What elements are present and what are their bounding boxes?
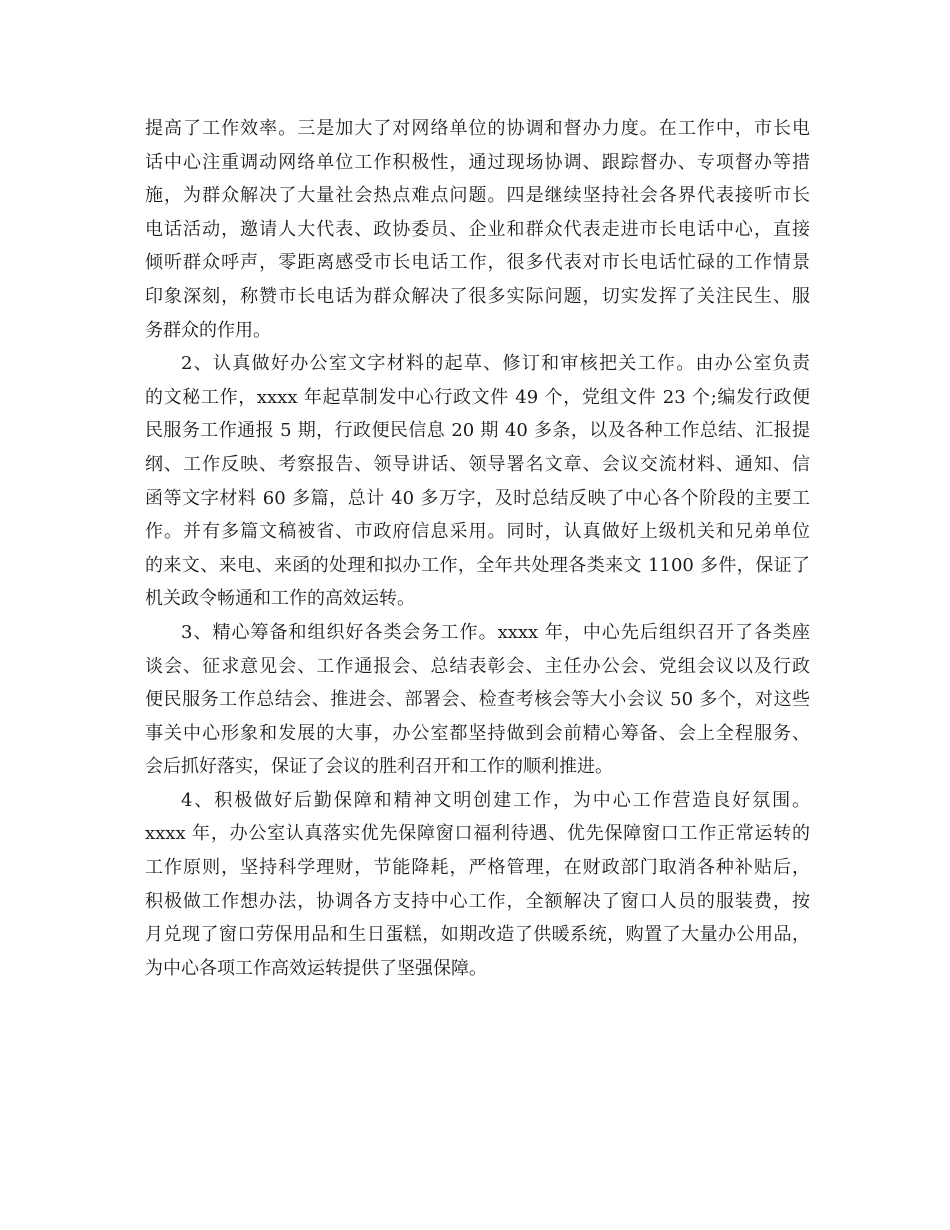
text-line: 函等文字材料 60 多篇，总计 40 多万字，及时总结反映了中心各个阶段的主要工: [145, 487, 810, 509]
text-line: 倾听群众呼声，零距离感受市长电话工作，很多代表对市长电话忙碌的工作情景: [145, 252, 810, 274]
text-line: 便民服务工作总结会、推进会、部署会、检查考核会等大小会议 50 多个，对这些: [145, 689, 810, 711]
text-line: 2、认真做好办公室文字材料的起草、修订和审核把关工作。由办公室负责: [181, 353, 810, 375]
text-line: 的文秘工作，xxxx 年起草制发中心行政文件 49 个，党组文件 23 个;编发行政便: [145, 386, 810, 408]
text-line: 提高了工作效率。三是加大了对网络单位的协调和督办力度。在工作中，市长电: [145, 118, 810, 139]
text-line: 工作原则，坚持科学理财，节能降耗，严格管理，在财政部门取消各种补贴后，: [145, 857, 810, 879]
text-line: xxxx 年，办公室认真落实优先保障窗口福利待遇、优先保障窗口工作正常运转的: [145, 823, 810, 845]
text-line: 作。并有多篇文稿被省、市政府信息采用。同时，认真做好上级机关和兄弟单位: [145, 521, 810, 543]
text-line: 机关政令畅通和工作的高效运转。: [145, 588, 415, 610]
text-line: 月兑现了窗口劳保用品和生日蛋糕，如期改造了供暖系统，购置了大量办公用品，: [145, 924, 810, 946]
text-line: 纲、工作反映、考察报告、领导讲话、领导署名文章、会议交流材料、通知、信: [145, 453, 810, 475]
paragraph: [145, 616, 810, 784]
text-line: 施，为群众解决了大量社会热点难点问题。四是继续坚持社会各界代表接听市长: [145, 185, 810, 207]
document-body: [145, 112, 810, 985]
paragraph: [145, 347, 810, 616]
text-line: 务群众的作用。: [145, 319, 271, 341]
text-line: 为中心各项工作高效运转提供了坚强保障。: [145, 957, 487, 979]
paragraph: [145, 784, 810, 986]
text-line: 的来文、来电、来函的处理和拟办工作，全年共处理各类来文 1100 多件，保证了: [145, 554, 810, 576]
text-line: 谈会、征求意见会、工作通报会、总结表彰会、主任办公会、党组会议以及行政: [145, 655, 810, 677]
text-line: 事关中心形象和发展的大事，办公室都坚持做到会前精心筹备、会上全程服务、: [145, 722, 810, 744]
text-line: 3、精心筹备和组织好各类会务工作。xxxx 年，中心先后组织召开了各类座: [181, 621, 810, 643]
paragraph: [145, 112, 810, 347]
text-line: 积极做工作想办法，协调各方支持中心工作，全额解决了窗口人员的服装费，按: [145, 890, 810, 912]
text-line: 会后抓好落实，保证了会议的胜利召开和工作的顺利推进。: [145, 756, 613, 778]
text-line: 印象深刻，称赞市长电话为群众解决了很多实际问题，切实发挥了关注民生、服: [145, 285, 810, 307]
text-line: 话中心注重调动网络单位工作积极性，通过现场协调、跟踪督办、专项督办等措: [145, 151, 810, 173]
text-line: 民服务工作通报 5 期，行政便民信息 20 期 40 多条，以及各种工作总结、汇报提: [145, 420, 810, 442]
text-line: 电话活动，邀请人大代表、政协委员、企业和群众代表走进市长电话中心，直接: [145, 218, 810, 240]
text-line: 4、积极做好后勤保障和精神文明创建工作，为中心工作营造良好氛围。: [181, 789, 810, 811]
